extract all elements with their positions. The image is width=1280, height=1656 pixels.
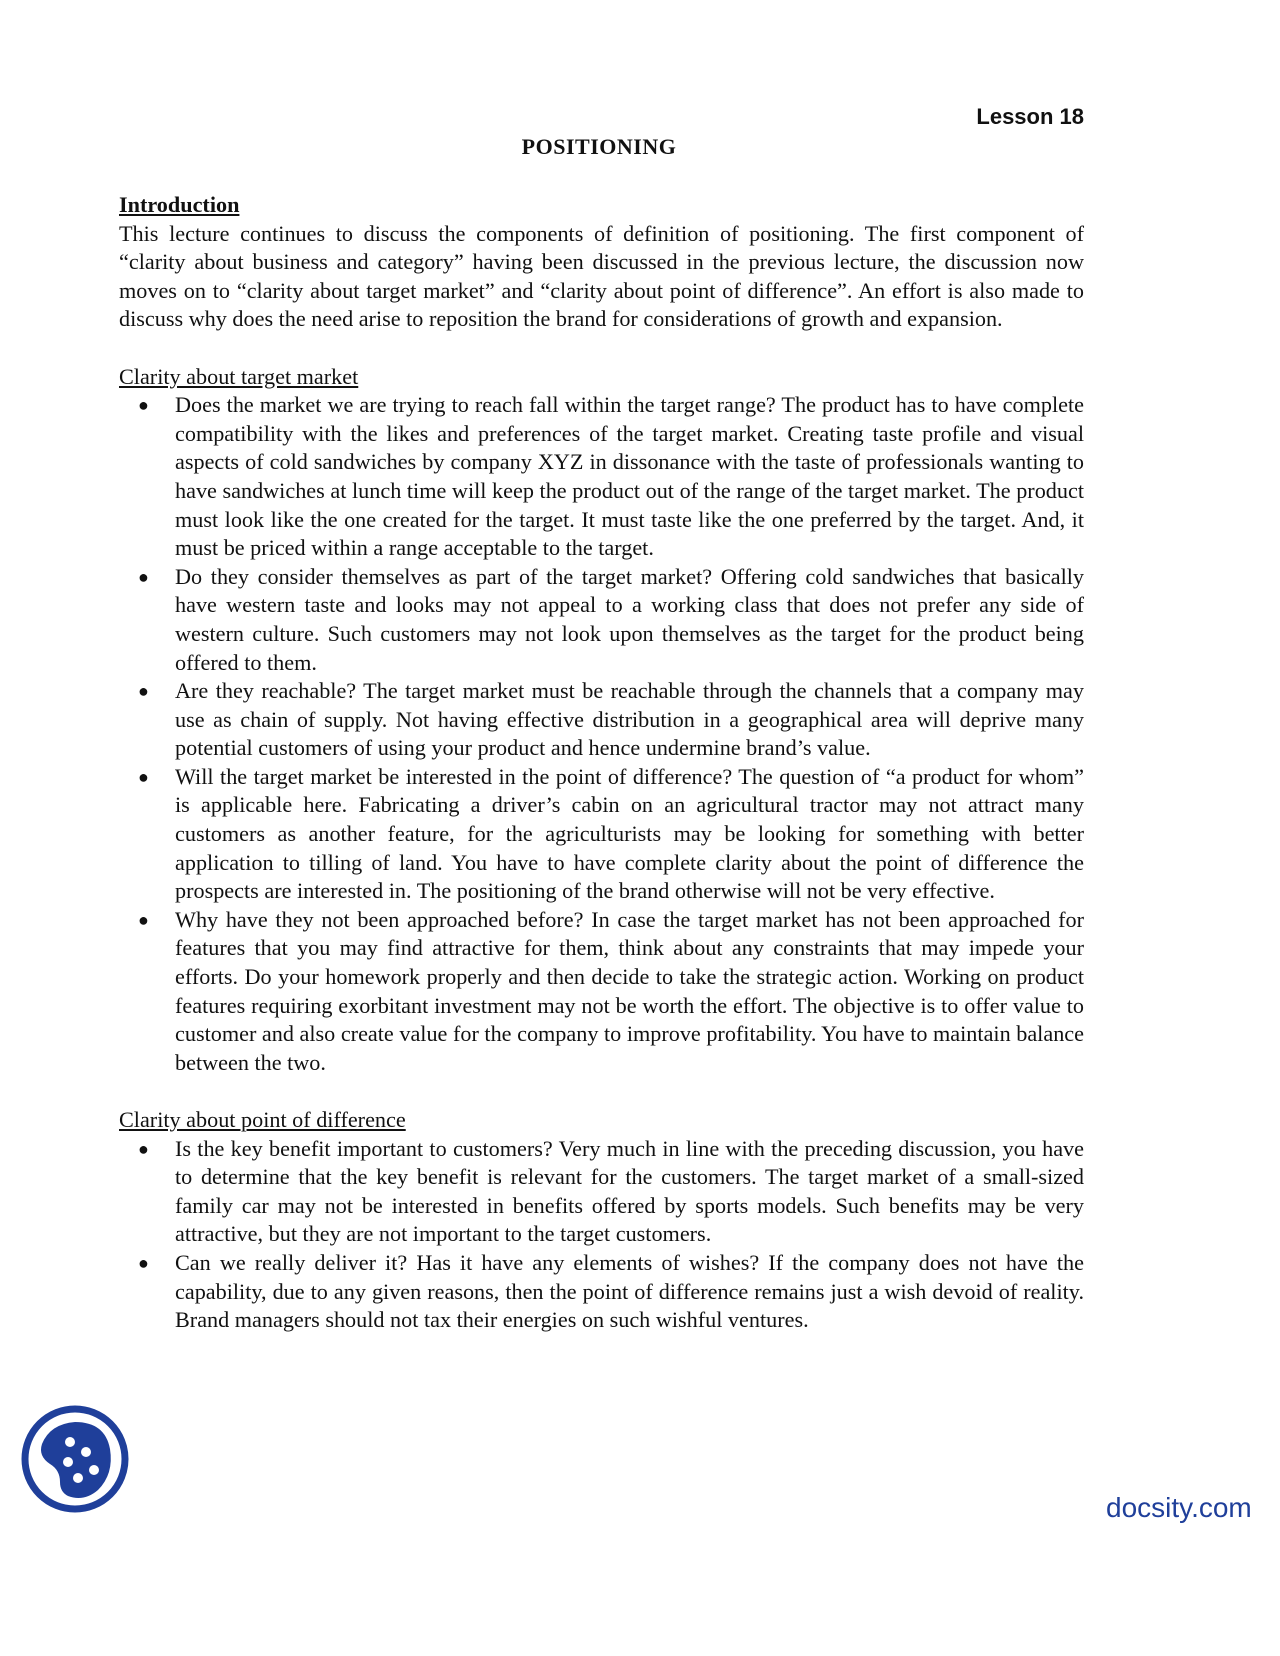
- list-item: [119, 563, 1084, 677]
- docsity-brand-link[interactable]: docsity.com: [1106, 1492, 1252, 1523]
- list-item: [119, 763, 1084, 906]
- list-item: [119, 906, 1084, 1078]
- bullet-icon: ●: [138, 681, 149, 702]
- list-item: [119, 1135, 1084, 1249]
- list-item-text: Can we really deliver it? Has it have any elements of wishes? If the company does not have the capability, due to any given reasons, then the point of difference remains just a wish devoid of reality. Brand managers should not tax their energies on such wishful ventures.: [175, 1249, 1084, 1333]
- lesson-number: Lesson 18: [976, 104, 1084, 129]
- section-point-of-difference: [119, 1106, 1084, 1335]
- page-title: POSITIONING: [521, 134, 677, 159]
- list-item: [119, 1249, 1084, 1335]
- section-heading: Clarity about target market: [119, 363, 359, 389]
- list-item-text: Is the key benefit important to customers? Very much in line with the preceding discussion, you have to determine that the key benefit is relevant for the customers. The target market of a small-sized family car may not be interested in benefits offered by sports models. Such benefits may be very attractive, but they are not important to the target customers.: [175, 1135, 1084, 1247]
- list-item: [119, 677, 1084, 763]
- bullet-icon: ●: [138, 1138, 149, 1159]
- document-body: [119, 191, 1084, 1335]
- intro-heading: Introduction: [119, 192, 240, 217]
- bullet-icon: ●: [138, 909, 149, 930]
- bullet-list: [119, 1135, 1084, 1335]
- bullet-icon: ●: [138, 395, 149, 416]
- list-item: [119, 391, 1084, 563]
- docsity-logo-icon[interactable]: [20, 1404, 130, 1514]
- section-target-market: [119, 363, 1084, 1078]
- section-heading: Clarity about point of difference: [119, 1107, 406, 1132]
- list-item-text: Does the market we are trying to reach fall within the target range? The product has to have complete compatibility with the likes and preferences of the target market. Creating taste profile and visual aspects of cold sandwiches by company XYZ in dissonance with the taste of professionals wanting to have sandwiches at lunch time will keep the product out of the range of the target market. The product must look like the one created for the target. It must taste like the one preferred by the target. And, it must be priced within a range acceptable to the target.: [175, 392, 1084, 561]
- list-item-text: Are they reachable? The target market must be reachable through the channels that a company may use as chain of supply. Not having effective distribution in a geographical area will deprive many potential customers of using your product and hence undermine brand’s value.: [175, 678, 1084, 761]
- intro-paragraph: This lecture continues to discuss the components of definition of positioning. The first component of “clarity about business and category” having been discussed in the previous lecture, the discussion now moves on to “clarity about target market” and “clarity about point of difference”. An effort is also made to discuss why does the need arise to reposition the brand for considerations of growth and expansion.: [119, 220, 1084, 332]
- bullet-icon: ●: [138, 766, 149, 787]
- list-item-text: Do they consider themselves as part of the target market? Offering cold sandwiches that basically have western taste and looks may not appeal to a working class that does not prefer any side of western culture. Such customers may not look upon themselves as the target for the product being offered to them.: [175, 563, 1084, 675]
- bullet-icon: ●: [138, 566, 149, 587]
- list-item-text: Why have they not been approached before? In case the target market has not been approached for features that you may find attractive for them, think about any constraints that may impede your efforts. Do your homework properly and then decide to take the strategic action. Working on product features requiring exorbitant investment may not be worth the effort. The objective is to offer value to customer and also create value for the company to improve profitability. You have to maintain balance between the two.: [175, 906, 1084, 1075]
- list-item-text: Will the target market be interested in the point of difference? The question of “a product for whom” is applicable here. Fabricating a driver’s cabin on an agricultural tractor may not attract many customers as another feature, for the agriculturists may be looking for something with better application to tilling of land. You have to have complete clarity about the point of difference the prospects are interested in. The positioning of the brand otherwise will not be very effective.: [175, 763, 1084, 904]
- bullet-list: [119, 391, 1084, 1077]
- bullet-icon: ●: [138, 1252, 149, 1273]
